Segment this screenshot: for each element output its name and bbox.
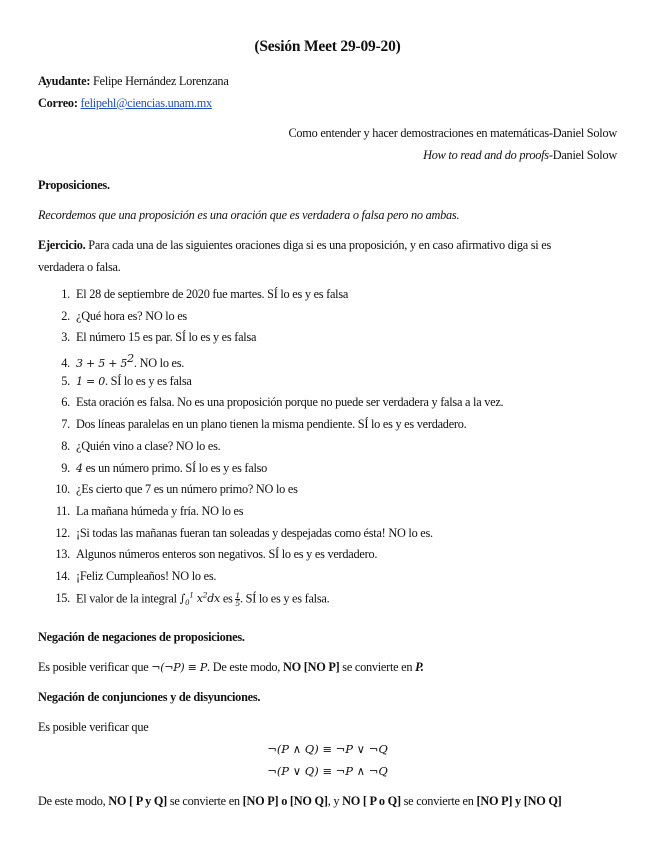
text-run: se convierte en: [400, 794, 477, 808]
list-item: [38, 287, 628, 309]
list-item: [38, 504, 628, 526]
item-text: ¡Feliz Cumpleaños! NO lo es.: [76, 568, 217, 583]
double-negation-formula: ¬(¬P) ≡ P: [151, 661, 208, 674]
assistant-name: Felipe Hernández Lorenzana: [93, 74, 229, 88]
exercise-list: [38, 287, 628, 617]
fraction-one-fifth: $\frac{1}{5}$: [235, 590, 240, 608]
item-math: 3 + 5 + 5: [76, 357, 128, 371]
bold-run: [NO P] y [NO Q]: [476, 794, 562, 808]
bold-run: [NO P] o [NO Q]: [242, 794, 328, 808]
reference-2-author: -Daniel Solow: [548, 148, 617, 162]
text-run: se convierte en: [167, 794, 243, 808]
list-item: [38, 417, 628, 439]
item-number: 8.: [61, 438, 70, 453]
item-number: 1.: [61, 287, 70, 301]
list-item: [38, 330, 628, 352]
exercise-instruction: [38, 238, 551, 253]
demorgan-intro: Es posible verificar que: [38, 720, 149, 734]
list-item: [38, 482, 628, 504]
item-number: 15.: [55, 591, 70, 606]
proposition-definition: Recordemos que una proposición es una oración que es verdadera o falsa pero no ambas.: [38, 208, 460, 222]
item-text: Esta oración es falsa. No es una proposición porque no puede ser verdadera y falsa a la vez.: [76, 395, 504, 410]
item-text: es un número primo. SÍ lo es y es falso: [82, 460, 268, 475]
exercise-instruction-text: Para cada una de las siguientes oraciones diga si es una proposición, y en caso afirmativo diga si es: [88, 238, 552, 252]
item-number: 6.: [61, 395, 70, 410]
item-text: ¿Es cierto que 7 es un número primo? NO lo es: [76, 482, 298, 497]
item-text: es: [220, 591, 236, 606]
bold-run: NO [ P o Q]: [342, 794, 401, 808]
item-number: 13.: [55, 547, 70, 562]
bold-run: P.: [415, 660, 424, 674]
exercise-instruction-cont: verdadera o falsa.: [38, 260, 121, 274]
item-text: El número 15 es par. SÍ lo es y es falsa: [76, 330, 257, 345]
section-heading-propositions: [38, 178, 110, 193]
list-item: [38, 395, 628, 417]
item-math: 4: [76, 461, 83, 475]
list-item: [38, 569, 628, 591]
section-heading-demorgan: [38, 690, 260, 705]
item-number: 2.: [61, 308, 70, 323]
bold-run: NO [NO P]: [282, 660, 340, 674]
text-run: De este modo,: [38, 794, 109, 808]
item-text: . SÍ lo es y es falsa: [104, 373, 192, 388]
demorgan-law-1: ¬(P ∧ Q) ≡ ¬P ∨ ¬Q: [267, 742, 388, 756]
list-item: [38, 309, 628, 331]
email-label: Correo:: [38, 96, 78, 110]
list-item: 4. $3 + 5 + 5^2$. NO lo es.: [38, 352, 628, 374]
item-text: . NO lo es.: [133, 356, 185, 371]
reference-2-title: How to read and do proofs: [423, 148, 549, 162]
item-number: 12.: [55, 525, 70, 540]
assistant-label: Ayudante:: [38, 74, 91, 88]
text-run: Es posible verificar que: [38, 660, 152, 674]
demorgan-conclusion: [38, 794, 562, 809]
item-text: ¿Quién vino a clase? NO lo es.: [76, 438, 221, 453]
list-item: [38, 439, 628, 461]
item-number: 9.: [61, 460, 70, 475]
section-heading-text: Proposiciones.: [38, 178, 110, 192]
item-text: Algunos números enteros son negativos. SÍ lo es y es verdadero.: [76, 547, 378, 562]
item-number: 11.: [55, 503, 70, 518]
item-math: 1 = 0: [76, 374, 105, 388]
bold-run: NO [ P y Q]: [108, 794, 167, 808]
section-heading-text: Negación de negaciones de proposiciones.: [38, 630, 245, 644]
list-item: [38, 461, 628, 483]
item-text: ¿Qué hora es? NO lo es: [76, 308, 187, 323]
double-negation-text: [38, 660, 424, 675]
item-number: 14.: [55, 568, 70, 583]
list-item: [38, 374, 628, 396]
text-run: . De este modo,: [207, 660, 283, 674]
assistant-line: [38, 74, 229, 89]
item-text: ¡Si todas las mañanas fueran tan soleadas y despejadas como ésta! NO lo es.: [76, 525, 433, 540]
text-run: , y: [327, 794, 343, 808]
section-heading-text: Negación de conjunciones y de disyunciones.: [38, 690, 261, 704]
item-text: La mañana húmeda y fría. NO lo es: [76, 503, 244, 518]
reference-1: Como entender y hacer demostraciones en matemáticas-Daniel Solow: [288, 126, 617, 140]
list-item: [38, 526, 628, 548]
integral-expression: $\int_0^1$ $x^2dx$: [179, 590, 221, 608]
item-text: Dos líneas paralelas en un plano tienen la misma pendiente. SÍ lo es y es verdadero.: [76, 417, 467, 432]
item-number: 10.: [55, 482, 70, 497]
list-item: [38, 591, 628, 617]
demorgan-law-2: ¬(P ∨ Q) ≡ ¬P ∧ ¬Q: [267, 764, 388, 778]
item-text: El valor de la integral: [76, 591, 180, 606]
email-line: [38, 96, 212, 111]
reference-2: [423, 148, 617, 163]
item-number: 4.: [61, 356, 70, 371]
section-heading-double-negation: [38, 630, 245, 645]
item-text: . SÍ lo es y es falsa.: [239, 591, 330, 606]
text-run: se convierte en: [339, 660, 416, 674]
item-number: 3.: [61, 330, 70, 345]
email-link[interactable]: felipehl@ciencias.unam.mx: [80, 96, 212, 110]
page-title: (Sesión Meet 29-09-20): [254, 38, 401, 55]
item-number: 5.: [61, 373, 70, 388]
list-item: [38, 547, 628, 569]
item-text: El 28 de septiembre de 2020 fue martes. SÍ lo es y es falsa: [76, 287, 349, 301]
exercise-label: Ejercicio.: [38, 238, 86, 252]
item-number: 7.: [61, 417, 70, 432]
